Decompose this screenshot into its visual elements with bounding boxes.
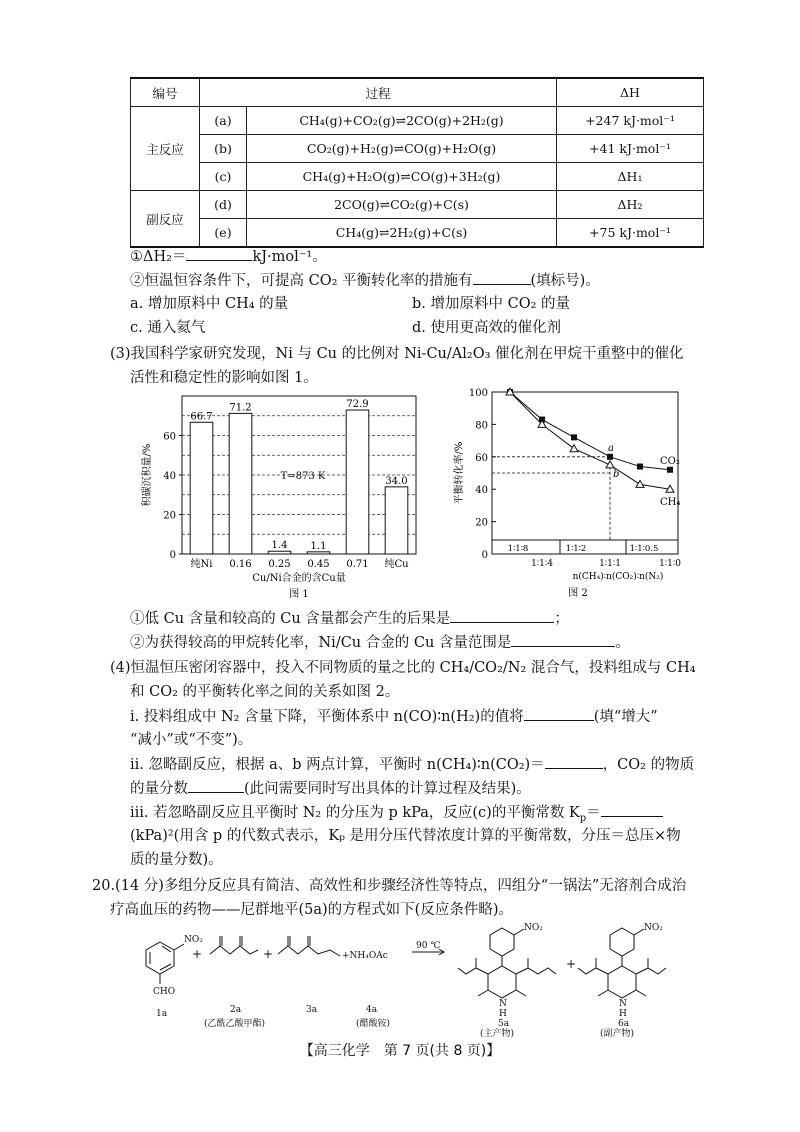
point-label-b: b — [613, 468, 620, 480]
region-label: 1∶1∶2 — [565, 544, 587, 554]
y-axis-label: 积碳沉积量/% — [142, 443, 153, 507]
x-tick-label: 0.71 — [346, 559, 369, 570]
bar-3 — [307, 552, 330, 554]
annotation: T=873 K — [280, 471, 326, 482]
bar-value-label: 71.2 — [229, 402, 252, 414]
table-header-dh: ΔH — [557, 78, 704, 107]
svg-text:90 ℃: 90 ℃ — [416, 941, 441, 951]
q2-item2: ②恒温恒容条件下，可提高 CO₂ 平衡转化率的措施有 (填标号)。 — [130, 270, 600, 291]
option-d: d. 使用更高效的催化剂 — [412, 320, 561, 336]
group-side: 副反应 — [131, 191, 200, 248]
svg-text:6a: 6a — [618, 1019, 630, 1029]
q4-line2: 和 CO₂ 的平衡转化率之间的关系如图 2。 — [130, 684, 400, 700]
bar-2 — [268, 551, 291, 554]
answer-blank[interactable] — [545, 754, 603, 769]
bar-5 — [385, 487, 408, 554]
page-footer: 【高三化学 第 7 页(共 8 页)】 — [299, 1043, 501, 1059]
benzene-ring-6a — [610, 928, 634, 956]
x-axis-label: Cu/Ni合金的含Cu量 — [252, 573, 346, 584]
figure-2-line-chart — [448, 386, 698, 608]
dihydropyridine-ring-6a — [608, 966, 636, 998]
q4-line1: (4)恒温恒压密闭容器中，投入不同物质的量之比的 CH₄/CO₂/N₂ 混合气，投料组成与 CH₄ — [110, 660, 696, 676]
reaction-scheme — [120, 920, 720, 1038]
q4-ii-line2: 的量分数 (此问需要同时写出具体的计算过程及结果)。 — [130, 778, 531, 799]
x-tick-label: 0.25 — [268, 559, 291, 570]
figure-1-bar-chart — [138, 388, 428, 608]
svg-text:CHO: CHO — [153, 987, 176, 997]
legend-label: CO₂ — [660, 455, 680, 467]
svg-text:+: + — [566, 957, 577, 971]
point-co2 — [607, 454, 613, 460]
table-header-id: 编号 — [131, 78, 200, 107]
table-row: (b) CO₂(g)+H₂(g)⇌CO(g)+H₂O(g) +41 kJ·mol⁻¹ — [131, 135, 704, 163]
region-label: 1∶1∶8 — [507, 544, 529, 554]
q3-item1: ①低 Cu 含量和较高的 Cu 含量都会产生的后果是 ； — [130, 608, 569, 629]
bar-4 — [346, 410, 369, 554]
chain-2a — [210, 946, 258, 954]
bar-value-label: 72.9 — [346, 399, 369, 411]
bar-value-label: 34.0 — [385, 475, 408, 487]
point-ch4 — [636, 480, 644, 487]
answer-blank[interactable] — [511, 632, 615, 647]
x-tick-label: 0.16 — [229, 559, 252, 570]
point-co2 — [571, 434, 577, 440]
svg-text:+: + — [192, 947, 203, 961]
table-row: 副反应 (d) 2CO(g)⇌CO₂(g)+C(s) ΔH₂ — [131, 191, 704, 219]
svg-text:N: N — [499, 999, 507, 1009]
y-tick-label: 20 — [163, 510, 176, 522]
q4-iii-line2: (kPa)²(用含 p 的代数式表示，Kₚ 是用分压代替浓度计算的平衡常数，分压＝总压×物 — [130, 828, 681, 844]
y-tick-label: 60 — [163, 431, 176, 443]
y-tick-label: 80 — [475, 420, 488, 432]
svg-text:(副产物): (副产物) — [600, 1029, 635, 1038]
bar-value-label: 66.7 — [190, 411, 213, 423]
dihydropyridine-ring-5a — [488, 966, 516, 998]
x-tick-label: 1∶1∶1 — [599, 559, 621, 569]
option-a: a. 增加原料中 CH₄ 的量 — [130, 296, 289, 312]
table-row: (e) CH₄(g)⇌2H₂(g)+C(s) +75 kJ·mol⁻¹ — [131, 219, 704, 248]
y-tick-label: 40 — [163, 471, 176, 482]
svg-text:N: N — [619, 999, 627, 1009]
x-tick-label: 纯Ni — [190, 559, 213, 570]
table-row: (c) CH₄(g)+H₂O(g)⇌CO(g)+3H₂(g) ΔH₁ — [131, 163, 704, 191]
answer-blank[interactable] — [601, 802, 663, 817]
x-tick-label: 0.45 — [307, 559, 330, 570]
q3-line1: (3)我国科学家研究发现，Ni 与 Cu 的比例对 Ni-Cu/Al₂O₃ 催化剂在甲烷干重整中的催化 — [110, 346, 684, 362]
point-label-a: a — [608, 442, 614, 454]
option-c: c. 通入氦气 — [130, 320, 206, 336]
answer-blank[interactable] — [450, 608, 554, 623]
svg-text:H: H — [619, 1009, 627, 1019]
y-axis-label: 平衡转化率/% — [454, 441, 465, 505]
y-tick-label: 20 — [475, 517, 488, 529]
svg-text:H: H — [499, 1009, 507, 1019]
q3-item2: ②为获得较高的甲烷转化率，Ni/Cu 合金的 Cu 含量范围是 。 — [130, 632, 630, 653]
answer-blank[interactable] — [186, 246, 252, 261]
reaction-table — [130, 77, 704, 248]
svg-text:(主产物): (主产物) — [480, 1029, 515, 1038]
bar-value-label: 1.4 — [271, 540, 288, 552]
q4-iii-line3: 质的量分数)。 — [130, 852, 223, 868]
svg-text:NO₂: NO₂ — [524, 923, 543, 933]
x-tick-label: 1∶1∶0 — [659, 559, 681, 569]
group-main: 主反应 — [131, 107, 200, 191]
q3-line2: 活性和稳定性的影响如图 1。 — [130, 370, 318, 386]
chain-3a — [278, 946, 340, 956]
point-co2 — [667, 467, 673, 473]
legend-label: CH₄ — [660, 497, 681, 509]
svg-text:(醋酸铵): (醋酸铵) — [356, 1019, 391, 1029]
svg-text:NO₂: NO₂ — [184, 935, 203, 945]
svg-text:NO₂: NO₂ — [644, 923, 663, 933]
svg-text:+NH₄OAc: +NH₄OAc — [342, 951, 388, 961]
y-tick-label: 0 — [169, 550, 176, 561]
bar-1 — [229, 413, 252, 554]
q4-ii: ⅱ. 忽略副反应，根据 a、b 两点计算，平衡时 n(CH₄)∶n(CO₂)＝ ，CO₂ 的物质 — [130, 754, 694, 775]
table-header-process: 过程 — [200, 78, 557, 107]
option-b: b. 增加原料中 CO₂ 的量 — [412, 296, 571, 312]
y-tick-label: 0 — [481, 550, 488, 561]
y-tick-label: 100 — [468, 388, 488, 399]
q4-i-line2: “减小”或“不变”)。 — [130, 732, 253, 748]
q20-line2: 疗高血压的药物——尼群地平(5a)的方程式如下(反应条件略)。 — [110, 902, 513, 918]
series-line-0 — [510, 392, 670, 470]
answer-blank[interactable] — [188, 778, 244, 793]
svg-text:5a: 5a — [498, 1019, 510, 1029]
figure-label: 图 2 — [568, 588, 588, 599]
y-tick-label: 40 — [475, 485, 488, 497]
answer-blank[interactable] — [524, 706, 594, 721]
svg-text:3a: 3a — [306, 1005, 318, 1015]
svg-text:(乙酰乙酸甲酯): (乙酰乙酸甲酯) — [204, 1019, 266, 1029]
q2-item1: ①ΔH₂＝ kJ·mol⁻¹。 — [130, 246, 327, 267]
point-ch4 — [606, 461, 614, 468]
svg-text:4a: 4a — [366, 1005, 378, 1015]
series-line-1 — [510, 392, 670, 489]
benzene-ring-5a — [490, 928, 514, 956]
q4-iii: ⅲ. 若忽略副反应且平衡时 N₂ 的分压为 p kPa，反应(c)的平衡常数 $K_p=$ — [130, 802, 663, 829]
q20-line1: 20.(14 分)多组分反应具有简洁、高效性和步骤经济性等特点，四组分“一锅法”无溶剂合成治 — [92, 878, 687, 894]
figure-label: 图 1 — [289, 589, 309, 600]
table-row: 主反应 (a) CH₄(g)+CO₂(g)⇌2CO(g)+2H₂(g) +247 kJ·mol⁻¹ — [131, 107, 704, 135]
svg-text:+: + — [263, 947, 274, 961]
region-label: 1∶1∶0.5 — [629, 544, 659, 554]
point-co2 — [637, 464, 643, 470]
svg-text:2a: 2a — [230, 1005, 242, 1015]
point-ch4 — [570, 445, 578, 452]
answer-blank[interactable] — [473, 270, 531, 285]
bar-value-label: 1.1 — [310, 540, 327, 552]
svg-text:1a: 1a — [156, 1009, 168, 1019]
q4-i: ⅰ. 投料组成中 N₂ 含量下降，平衡体系中 n(CO)∶n(H₂)的值将 (填“增大” — [130, 706, 658, 727]
x-tick-label: 纯Cu — [384, 559, 409, 570]
bar-0 — [190, 422, 213, 554]
y-tick-label: 60 — [475, 452, 488, 464]
x-tick-label: 1∶1∶4 — [531, 559, 553, 569]
x-axis-label: n(CH₄)∶n(CO₂)∶n(N₂) — [572, 572, 664, 582]
